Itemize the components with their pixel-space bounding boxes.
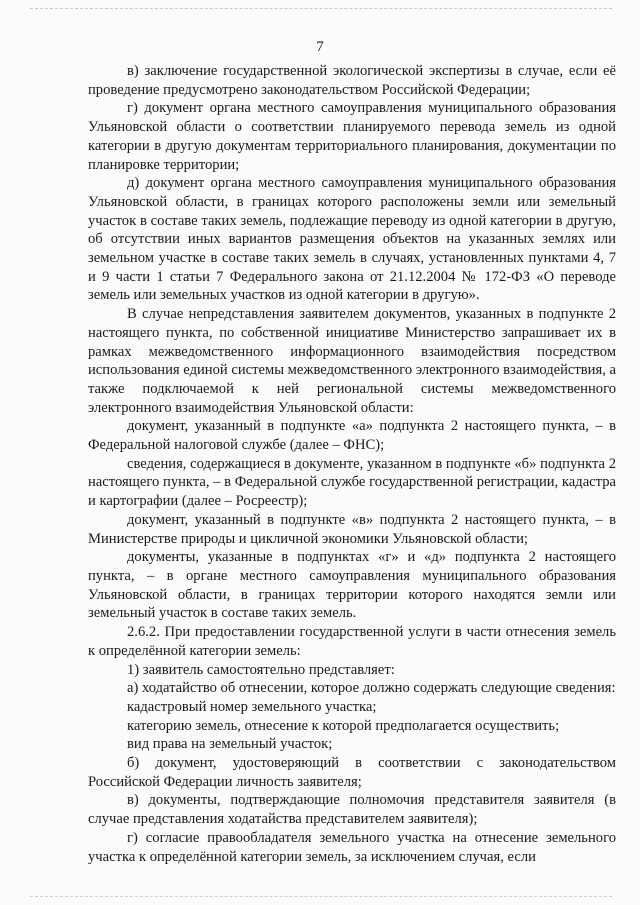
paragraph-g-territorial-planning: г) документ органа местного самоуправления муниципального образования Ульяновской области о соответствии планируемого перевода земель из одной категории в другую документам территориального планирования, документации по планировке территории;	[88, 100, 616, 173]
paragraph-2-6-2: 2.6.2. При предоставлении государственной услуги в части отнесения земель к определённой категории земель:	[88, 624, 616, 659]
paragraph-v-ecological-expertise: в) заключение государственной экологической экспертизы в случае, если её проведение предусмотрено законодательством Российской Федерации;	[88, 63, 616, 98]
paragraph-ministry-nature: документ, указанный в подпункте «в» подпункта 2 настоящего пункта, – в Министерстве природы и цикличной экономики Ульяновской области;	[88, 511, 616, 547]
paragraph-applicant-submits: 1) заявитель самостоятельно представляет:	[127, 661, 395, 678]
paragraph-cadastral-number: кадастровый номер земельного участка;	[127, 698, 377, 715]
paragraph-b-identity: б) документ, удостоверяющий в соответствии с законодательством Российской Федерации личность заявителя;	[88, 755, 616, 790]
page-number: 7	[316, 39, 324, 55]
paragraph-right-type: вид права на земельный участок;	[127, 736, 333, 753]
document-body	[88, 62, 616, 866]
paragraph-rosreestr: сведения, содержащиеся в документе, указанном в подпункте «б» подпункта 2 настоящего пункта, – в Федеральной службе государственной регистрации, кадастра и картографии (далее – Росреестр);	[88, 455, 616, 510]
paragraph-d-no-alternatives: д) документ органа местного самоуправления муниципального образования Ульяновской области, в границах которого расположены земли или земельный участок в составе таких земель, подлежащие переводу из одной категории в другую, об отсутствии иных вариантов размещения объектов на указанных землях или земельном участке в составе таких земель в случаях, установленных пунктами 4, 7 и 9 части 1 статьи 7 Федерального закона от 21.12.2004 № 172-ФЗ «О переводе земель или земельных участков из одной категории в другую».	[88, 175, 616, 304]
paragraph-local-government: документы, указанные в подпунктах «г» и «д» подпункта 2 настоящего пункта, – в органе местного самоуправления муниципального образования Ульяновской области, в границах территории которого находятся земли или земельный участок в составе таких земель.	[88, 549, 616, 622]
paragraph-land-category: категорию земель, отнесение к которой предполагается осуществить;	[127, 717, 560, 734]
scan-edge-bottom	[30, 896, 612, 897]
paragraph-a-petition: а) ходатайство об отнесении, которое должно содержать следующие сведения:	[127, 680, 616, 697]
paragraph-v-representative: в) документы, подтверждающие полномочия представителя заявителя (в случае представления ходатайства представителем заявителя);	[88, 792, 616, 828]
paragraph-interagency-request: В случае непредставления заявителем документов, указанных в подпункте 2 настоящего пункта, по собственной инициативе Министерство запрашивает их в рамках межведомственного информационного взаимодействия посредством использования единой системы межведомственного электронного взаимодействия, а также подключаемой к ней региональной системы межведомственного электронного взаимодействия Ульяновской области:	[88, 306, 616, 416]
paragraph-fns: документ, указанный в подпункте «а» подпункта 2 настоящего пункта, – в Федеральной налоговой службе (далее – ФНС);	[88, 418, 616, 454]
paragraph-g-consent: г) согласие правообладателя земельного участка на отнесение земельного участка к определённой категории земель, за исключением случая, если	[88, 829, 616, 865]
scan-edge-top	[30, 8, 612, 9]
